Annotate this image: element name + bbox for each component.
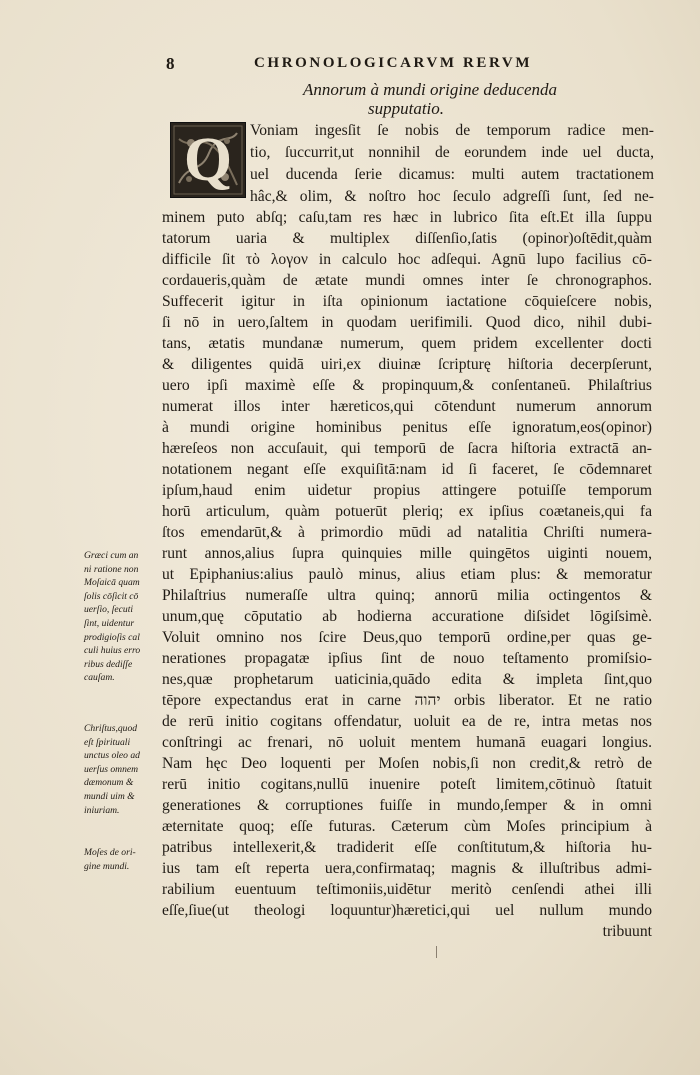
text-line: conſtringi ac frenari, nō uoluit mentem humanā euagari longius. [162, 734, 652, 751]
catchword: tribuunt [602, 923, 652, 940]
margin-note-line: Chriſtus,quod [84, 723, 138, 734]
margin-note-line: ſolis cōſicit cō [84, 590, 139, 602]
text-line: hâc,& olim, & noſtro hoc ſeculo adgreſſi ſunt, ſed ne- [250, 188, 654, 205]
text-line: generationes & corruptiones fuiſſe in mundo,ſemper & in omni [162, 797, 652, 814]
text-line: nes,quæ prophetarum uaticinia,quādo edita & impleta ſint,quo [162, 671, 652, 688]
text-line: difficile ſit τὸ λογον in calculo hoc adſequi. Agnū lupo facilius cō- [162, 251, 652, 268]
margin-note-line: cauſam. [84, 672, 115, 684]
margin-note-line: dæmonum & [84, 777, 134, 789]
margin-note-line: prodigioſis cal [84, 631, 140, 643]
margin-note-line: gine mundi. [84, 860, 130, 872]
printer-mark [436, 946, 437, 958]
margin-note [84, 549, 162, 685]
margin-note-line: Moſaicā quam [84, 577, 140, 589]
running-head: CHRONOLOGICARVM RERVM [254, 55, 533, 71]
initial-letter: Q [183, 126, 233, 194]
margin-note [84, 846, 162, 873]
text-line: ſi nō in uero,ſaltem in quodam uerifimili. Quod dico, nihil dubi- [162, 314, 652, 331]
text-line: nerationes propagatæ ipſius ſint de nouo teſtamento promiſsio- [162, 650, 652, 667]
text-line: tēpore expectandus erat in carne יהוה orbis liberator. Et ne ratio [162, 692, 652, 709]
text-line: Voniam ingesſit ſe nobis de temporum radice men- [250, 122, 654, 139]
text-line: patribus intellexerit,& tradiderit eſſe conſtitutum,& hiſtoria hu- [162, 839, 652, 856]
text-line: ut Epiphanius:alius paulò minus, alius etiam plus: & memoratur [162, 566, 652, 583]
margin-note-line: mundi uim & [84, 790, 135, 802]
page-number: 8 [166, 54, 175, 73]
text-line: eſſe,ſiue(ut theologi loquuntur)hæretici,qui uel nullum mundo [162, 902, 652, 919]
text-line: rerū initio cogitans,nullū inuenire poteſt limitem,cōtinuò ſtatuit [162, 776, 652, 793]
text-line: & diligentes quidā uiri,ex diuinæ ſcripturę hiſtoria decerpſerunt, [162, 356, 652, 373]
margin-note-line: iniuriam. [84, 804, 120, 816]
margin-note-line: ſint, uidentur [84, 617, 135, 629]
text-line: ius tam eſt reperta uera,confirmataq; magnis & illuſtribus admi- [162, 860, 652, 877]
margin-note-line: ribus dediſſe [84, 658, 133, 670]
text-line: æternitate quoq; eſſe futuras. Cæterum cùm Moſes principium à [162, 818, 652, 835]
text-line: de rerū initio cogitans offendatur, uoluit ea de re, intra metas nos [162, 713, 652, 730]
margin-note [84, 722, 162, 817]
text-line: tans, ætatis mundanæ numerum, quem pridem excellenter docti [162, 335, 652, 352]
margin-note-line: uerſio, ſecuti [84, 604, 134, 616]
margin-note-line: uerſus omnem [84, 763, 139, 775]
text-line: cordaueris,quàm de ætate mundi omnes inter ſe chronographos. [162, 272, 652, 289]
text-line: Voluit omnino nos ſcire Deus,quo temporū ordine,per quas ge- [162, 629, 652, 646]
text-line: rabilium euentuum teſtimoniis,uidētur meritò cenſendi athei illi [162, 881, 652, 898]
section-heading-line-1: Annorum à mundi origine deducenda [302, 80, 558, 99]
text-line: tio, ſuccurrit,ut nonnihil de eorundem inde uel ducta, [250, 144, 654, 161]
text-line: Philaſtrius numeraſſe ultra quinq; annorū milia octingentos & [162, 587, 652, 604]
section-heading-line-2: supputatio. [368, 99, 445, 118]
text-line: notationem negant eſſe exquiſitā:nam id ſi faceret, ſe cōdemnaret [162, 461, 652, 478]
text-line: Nam hęc Deo loquenti per Moſen nobis,ſi non credit,& retrò de [162, 755, 652, 772]
text-line: unum,quę cōputatio ab hodierna accuratione diſsidet lōgiſsimè. [162, 608, 652, 625]
text-line: à mundi origine hominibus penitus eſſe ignoratum,eos(opinor) [162, 419, 652, 436]
text-line: horū articulum, quàm potuerūt pleriq; ex ipſius coætaneis,qui fa [162, 503, 652, 520]
margin-note-line: eſt ſpirituali [84, 736, 131, 748]
margin-note-line: Græci cum an [84, 550, 139, 561]
text-line: uero ipſi maximè eſſe & propinquum,& conſentaneū. Philaſtrius [162, 377, 652, 394]
text-line: uel ducenda ſerie dicamus: multi autem tractationem [250, 166, 654, 183]
margin-note-line: culi huius erro [84, 645, 141, 657]
text-line: Suffecerit igitur in iſta opinionum iactatione cōquieſcere nobis, [162, 293, 652, 310]
margin-note-line: ni ratione non [84, 563, 139, 575]
text-line: tatorum uaria & multiplex diſſenſio,ſatis (opinor)oſtēdit,quàm [162, 230, 652, 247]
decorated-initial [170, 122, 246, 198]
text-line: runt annos,alius ſupra quinquies mille quingētos uiginti nouem, [162, 545, 652, 562]
text-line: numerat illos inter hæreticos,qui cōtendunt numerum annorum [162, 398, 652, 415]
margin-note-line: unctus oleo ad [84, 750, 140, 762]
margin-note-line: Moſes de ori- [84, 847, 136, 858]
text-line: hæreſeos non accuſauit, qui temporū de ſacra hiſtoria extractā an- [162, 440, 652, 457]
text-line: minem puto abſq; caſu,tam res hæc in lubrico ſita eſt.Et illa ſuppu [162, 209, 652, 226]
text-line: ipſum,haud enim uidetur propius attingere potuiſſe temporum [162, 482, 652, 499]
text-line: ſtos emendarūt,& à primordio mūdi ad natalitia Chriſti numera- [162, 524, 652, 541]
